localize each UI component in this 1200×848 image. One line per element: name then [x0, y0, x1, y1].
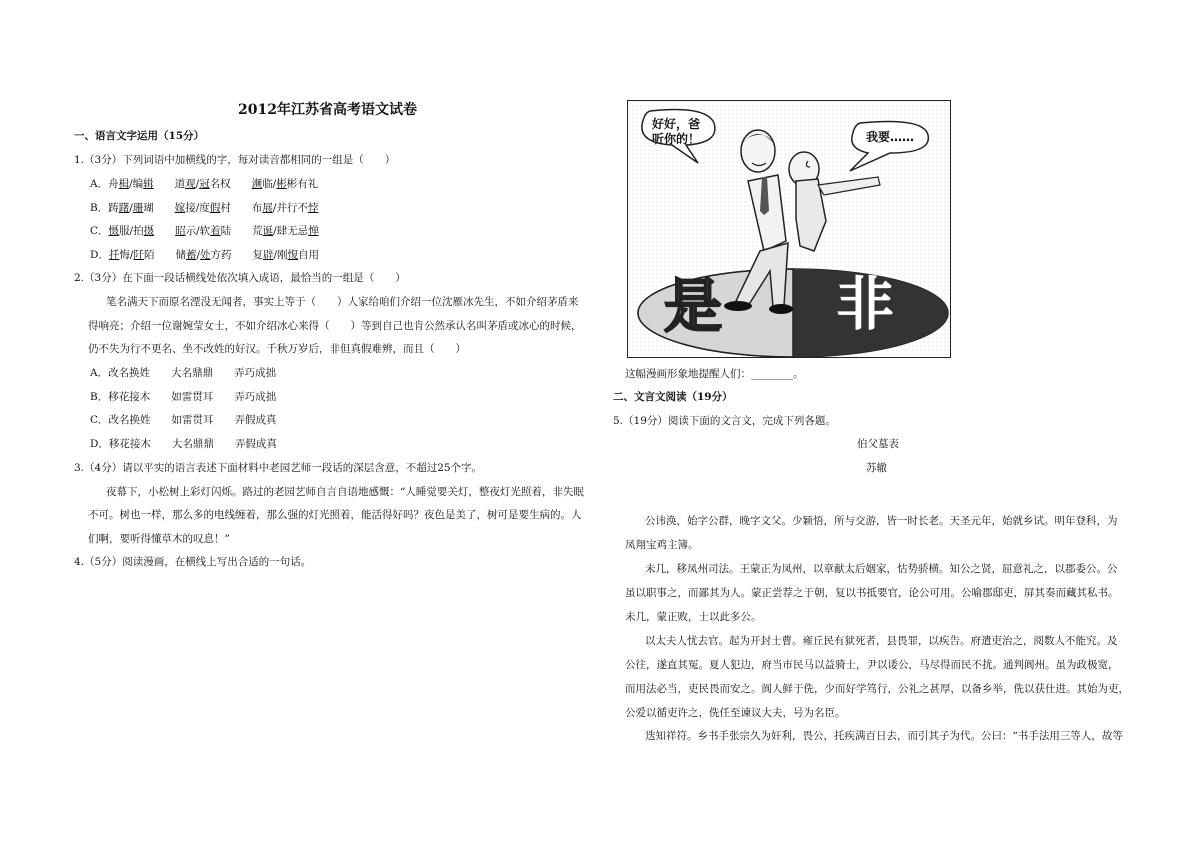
q3-passage-line: 夜幕下，小松树上彩灯闪烁。路过的老园艺师自言自语地感慨：“人睡觉要关灯，整夜灯光照着，非失眠: [106, 486, 584, 498]
q3-passage-line: 们啊，要听得懂草木的叹息！”: [88, 533, 230, 545]
q2-passage-line: 得响亮；介绍一位谢婉莹女士，不如介绍冰心来得（ ）等到自己也肯公然承认名叫茅盾或冰心的时候，: [88, 320, 582, 332]
bubble-left-line-2: 听你的！: [652, 132, 701, 146]
q2-passage-line: 笔名满天下而原名湮没无闻者，事实上等于（ ）人家给咱们介绍一位沈雁冰先生，不如介绍茅盾来: [106, 296, 579, 308]
q2-passage-line: 仍不失为行不更名、坐不改姓的好汉。千秋万岁后，非但真假难辨，而且（ ）: [88, 343, 466, 355]
classical-text-line: 以太夫人忧去官。起为开封士曹。雍丘民有狱死者，县畏罪，以疾告。府遣吏治之，阅数人不能究。及: [645, 635, 1118, 647]
classical-text-line: 迭知祥符。乡书手张宗久为奸利，畏公，托疾满百日去，而引其子为代。公曰：“书手法用三等人，故等: [645, 730, 1123, 742]
classical-text-line: 凤翔宝鸡主簿。: [625, 539, 699, 551]
q1-stem: 1.（3分）下列词语中加横线的字，每对读音都相同的一组是（ ）: [74, 154, 396, 166]
q2-option-a: A．改名换姓 大名鼎鼎 弄巧成拙: [90, 367, 277, 379]
q2-option-d: D．移花接木 大名鼎鼎 弄假成真: [90, 438, 277, 450]
q4-stem: 4.（5分）阅读漫画，在横线上写出合适的一句话。: [74, 556, 312, 568]
classical-text-line: 未几，蒙正败，士以此多公。: [625, 611, 762, 623]
q1-option-b: B．踌躇/珊瑚 嫁接/度假村 布展/并行不悖: [90, 202, 319, 214]
disc-left-character: 是: [664, 272, 723, 340]
q2-option-c: C．改名换姓 如雷贯耳 弄假成真: [90, 414, 277, 426]
q2-option-b: B．移花接木 如雷贯耳 弄巧成拙: [90, 391, 277, 403]
classical-text-line: 虽以职事之，而鄙其为人。蒙正尝荐之于朝，复以书抵要官，论公可用。公喻郡邸吏，屏其奏而藏其私书。: [625, 587, 1119, 599]
classical-text-line: 公爱以循吏许之，侁任至谏议大夫，号为名臣。: [625, 707, 846, 719]
cartoon-image: [627, 100, 951, 358]
section-2-heading: 二、文言文阅读（19分）: [613, 391, 733, 403]
page-title: 2012年江苏省高考语文试卷: [238, 102, 417, 118]
q1-option-a: A．舟楫/编辑 道观/冠名权 濒临/彬彬有礼: [90, 178, 319, 190]
disc-right-character: 非: [836, 270, 895, 338]
section-1-heading: 一、语言文字运用（15分）: [74, 130, 205, 142]
q1-option-c: C．慑服/拍摄 昭示/软着陆 荒诞/肆无忌惮: [90, 225, 319, 237]
classical-text-line: 公往，遂直其冤。夏人犯边，府当市民马以益骑士，尹以诿公，马尽得而民不扰。通判阆州。虽为政极宽，: [625, 659, 1119, 671]
cartoon-caption: 这幅漫画形象地提醒人们：________。: [625, 368, 804, 380]
text-title: 伯父墓表: [857, 438, 899, 450]
classical-text-line: 未几，移凤州司法。王蒙正为凤州，以章献太后姻家，怙势骄横。知公之贤，屈意礼之，以郡委公。公: [645, 563, 1118, 575]
bubble-right-text: 我要……: [866, 130, 915, 144]
classical-text-line: 公讳涣，始字公群，晚字文父。少颖悟，所与交游，皆一时长老。天圣元年，始就乡试。明年登科，为: [645, 515, 1118, 527]
text-author: 苏辙: [866, 462, 887, 474]
bubble-left-line-1: 好好，爸: [652, 117, 701, 131]
classical-text-line: 而用法必当，吏民畏而安之。阆人鲜于侁，少而好学笃行，公礼之甚厚，以备乡举，侁以获仕进。其始为吏，: [625, 683, 1129, 695]
q3-stem: 3.（4分）请以平实的语言表述下面材料中老园艺师一段话的深层含意，不超过25个字。: [74, 462, 483, 474]
q3-passage-line: 不可。树也一样，那么多的电线缠着，那么强的灯光照着，能活得好吗？夜色是美了，树可是要生病的。人: [88, 509, 582, 521]
q2-stem: 2.（3分）在下面一段话横线处依次填入成语，最恰当的一组是（ ）: [74, 272, 406, 284]
q5-stem: 5.（19分）阅读下面的文言文，完成下列各题。: [613, 415, 836, 427]
q1-option-d: D．扦悔/阡陌 储蓄/处方药 复辟/刚愎自用: [90, 249, 320, 261]
